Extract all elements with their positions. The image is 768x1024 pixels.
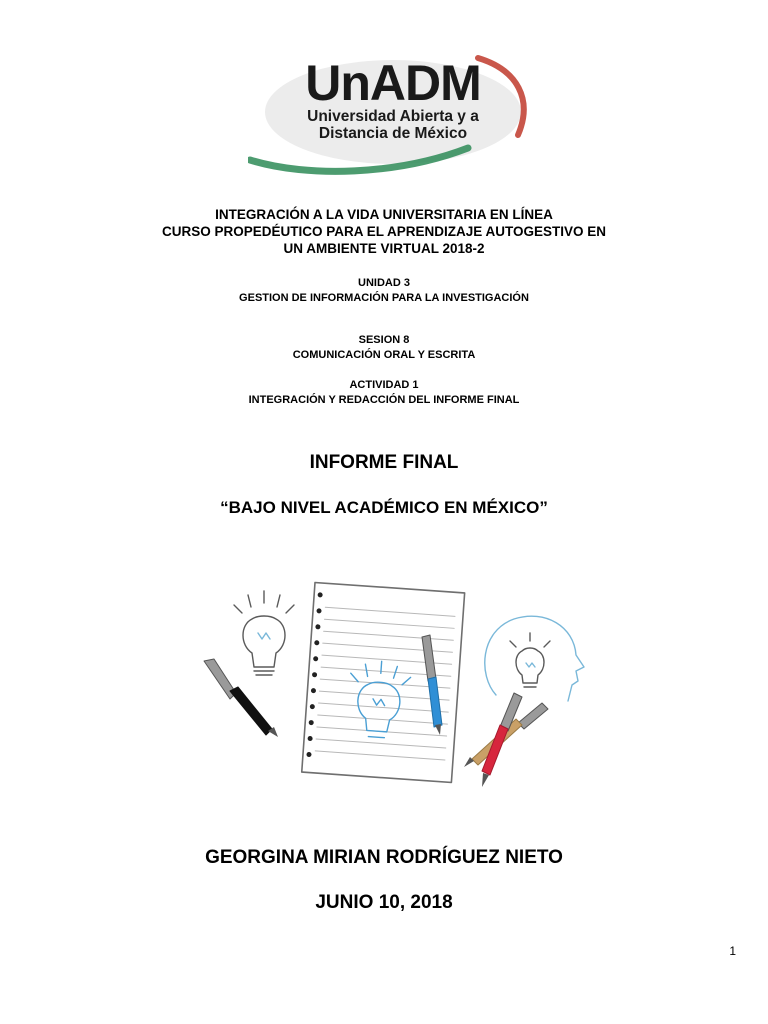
- course-title: [0, 206, 768, 257]
- session-block: [0, 333, 768, 363]
- lightbulb-icon: [234, 591, 294, 675]
- unadm-logo: [248, 50, 538, 180]
- activity-block: [0, 378, 768, 408]
- logo-text: UnADM: [305, 55, 481, 111]
- report-date: JUNIO 10, 2018: [315, 892, 453, 913]
- course-line-3: UN AMBIENTE VIRTUAL 2018-2: [283, 241, 485, 256]
- report-title: INFORME FINAL: [309, 452, 459, 473]
- report-subtitle: “BAJO NIVEL ACADÉMICO EN MÉXICO”: [220, 498, 548, 517]
- notebook-icon: [302, 582, 465, 782]
- page-number: 1: [729, 944, 736, 958]
- activity-label: ACTIVIDAD 1: [349, 379, 419, 391]
- course-line-1: INTEGRACIÓN A LA VIDA UNIVERSITARIA EN LÍNEA: [215, 207, 553, 222]
- session-label: SESION 8: [358, 334, 410, 346]
- author-name: GEORGINA MIRIAN RODRÍGUEZ NIETO: [205, 847, 563, 868]
- unit-block: [0, 276, 768, 306]
- unit-name: GESTION DE INFORMACIÓN PARA LA INVESTIGACIÓN: [239, 292, 529, 304]
- logo-subtitle-line1: Universidad Abierta y a: [307, 108, 479, 125]
- pen-icon: [482, 693, 522, 787]
- illustration: [196, 575, 588, 805]
- unit-label: UNIDAD 3: [358, 277, 410, 289]
- logo-subtitle-line2: Distancia de México: [318, 125, 468, 142]
- head-lightbulb-icon: [485, 616, 584, 701]
- course-line-2: CURSO PROPEDÉUTICO PARA EL APRENDIZAJE AUTOGESTIVO EN: [161, 224, 607, 239]
- session-name: COMUNICACIÓN ORAL Y ESCRITA: [292, 349, 476, 361]
- activity-name: INTEGRACIÓN Y REDACCIÓN DEL INFORME FINAL: [248, 394, 520, 406]
- logo-subtitle: [278, 108, 508, 142]
